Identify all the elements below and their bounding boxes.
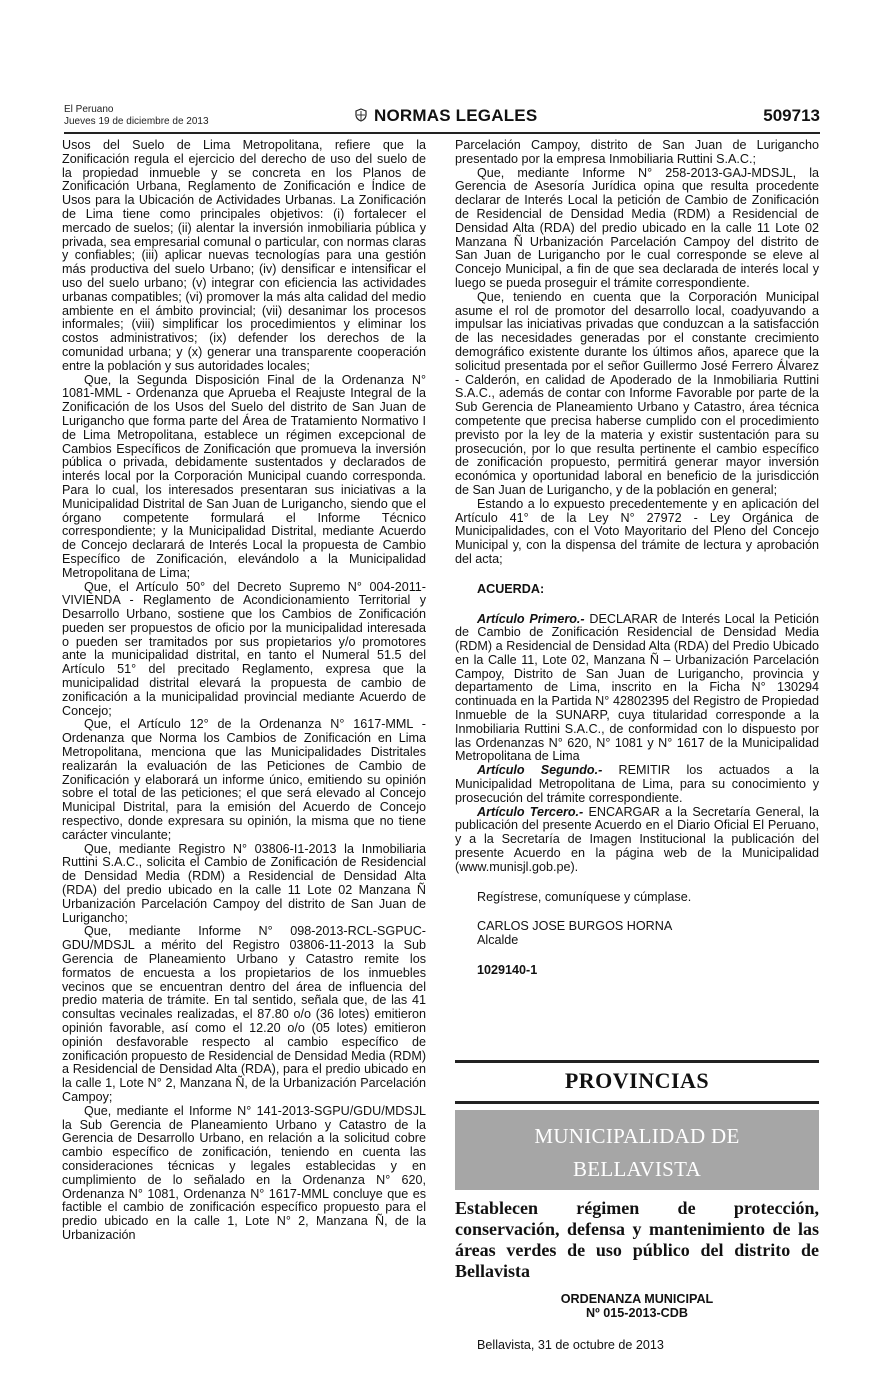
article-text: REMITIR los actuados a la Municipalidad Metropolitana de Lima, para su conocimiento y prosecución del trámite correspondiente. (455, 763, 819, 805)
article-headline: Establecen régimen de protección, conservación, defensa y mantenimiento de las áreas verdes de uso público del distrito de Bellavista (455, 1198, 819, 1281)
paragraph: Parcelación Campoy, distrito de San Juan de Lurigancho presentado por la empresa Inmobiliaria Ruttini S.A.C.; (455, 138, 819, 166)
acuerda-heading: ACUERDA: (477, 581, 545, 596)
page-number: 509713 (763, 106, 820, 125)
municipality-line-2: BELLAVISTA (572, 1157, 702, 1181)
article-first (455, 613, 819, 765)
paragraph: Que, el Artículo 12° de la Ordenanza N° 1617-MML - Ordenanza que Norma los Cambios de Zonificación en Lima Metropolitana, menciona que las Municipalidades Distritales realizarán la evaluación de las Peticiones de Cambio de Zonificación y elaborará un informe único, emitiendo su opinión sobre el total de las peticiones; el que será elevado al Concejo Municipal Distrital, para la emisión del Acuerdo de Concejo respectivo, donde expresara su opinión, la misma que no tiene carácter vinculante; (62, 717, 426, 842)
paragraph: Que, mediante Informe N° 258-2013-GAJ-MDSJL, la Gerencia de Asesoría Jurídica opina que resulta procedente declarar de Interés Local la petición de Cambio de Zonificación de Residencial de Densidad Media (RDM) a Residencial de Densidad Alta (RDA) del predio ubicado en la calle 11 Lote 02 Manzana Ñ Urbanización Parcelación Campoy del distrito de San Juan de Lurigancho por le cual corresponde se eleve al Concejo Municipal, a fin de que sea declarada de interés local y luego se pueda proseguir el trámite correspondiente. (455, 165, 819, 290)
publication-name: El Peruano (64, 104, 114, 115)
paragraph: Que, mediante el Informe N° 141-2013-SGPU/GDU/MDSJL la Sub Gerencia de Planeamiento Urbano y Catastro de la Gerencia de Desarrollo Urbano, en relación a la solicitud cobre cambio específico de zonificación, teniendo en cuenta las consideraciones técnicas y legales establecidas y en cumplimiento de lo señalado en la Ordenanza N° 620, Ordenanza N° 1081, Ordenanza N° 1617-MML concluye que es factible el cambio de zonificación específico propuesto para el predio ubicado en la calle 1, Lote N° 2, Manzana Ñ, de la Urbanización (62, 1103, 426, 1242)
signer-name: CARLOS JOSE BURGOS HORNA (477, 919, 673, 934)
section-title (354, 106, 537, 126)
paragraph: Que, mediante Registro N° 03806-I1-2013 la Inmobiliaria Ruttini S.A.C., solicita el Cambio de Zonificación de Residencial de Densidad Media (RDM) a Residencial de Densidad Alta (RDA) del predio ubicado en la calle 11 Lote 02 Manzana Ñ Urbanización Parcelación Campoy del distrito de San Juan de Lurigancho; (62, 841, 426, 925)
paragraph: Estando a lo expuesto precedentemente y en aplicación del Artículo 41° de la Ley N° 27972 - Ley Orgánica de Municipalidades, con el Voto Mayoritario del Pleno del Concejo Municipal y, con la dispensa del trámite de lectura y aprobación del acta; (455, 496, 819, 566)
paragraph: Que, mediante Informe N° 098-2013-RCL-SGPUC-GDU/MDSJL a mérito del Registro 03806-11-2013 la Sub Gerencia de Planeamiento Urbano y Catastro remite los formatos de encuesta a los propietarios de los inmuebles vecinos que se encuentran dentro del área de influencia del predio materia de trámite. En tal sentido, señala que, de las 41 consultas vecinales realizadas, el 87.80 o/o (36 lotes) emitieron opinión favorable, así como el 12.20 o/o (05 lotes) emitieron opinión desfavorable respecto al cambio específico de zonificación propuesto de Residencial de Densidad Media (RDM) a Residencial de Densidad Alta (RDA), para el predio ubicado en la calle 1, Lote N° 2, Manzana Ñ, de la Urbanización Parcelación Campoy; (62, 924, 427, 1104)
signer-title: Alcalde (477, 933, 519, 948)
ordinance-line-2: Nº 015-2013-CDB (586, 1306, 688, 1320)
ordinance-line-1: ORDENANZA MUNICIPAL (560, 1292, 714, 1306)
article-label: Artículo Primero.- (477, 611, 585, 626)
article-label: Artículo Segundo.- (477, 763, 603, 778)
ordinance-date: Bellavista, 31 de octubre de 2013 (477, 1338, 664, 1352)
municipality-banner (455, 1110, 819, 1190)
right-column (455, 139, 819, 978)
paragraph: Usos del Suelo de Lima Metropolitana, refiere que la Zonificación regula el ejercicio del derecho de uso del suelo de la propiedad inmueble y se concreta en los Planos de Zonificación Urbana, Reglamento de Zonificación e Índice de Usos para la Ubicación de Actividades Urbanas. La Zonificación de Lima tiene como principales objetivos: (i) fortalecer el mercado de suelos; (ii) alentar la inversión inmobiliaria pública y privada, sea empresarial comunal o particular, con normas claras y confiables; (iii) aplicar nuevas tecnologías para una gestión más productiva del suelo Urbano; (iv) densificar e intensificar el uso del suelo urbano; (v) integrar con eficiencia las actividades urbanas compatibles; (vi) promover la más alta calidad del medio ambiente en el ámbito provincial; (vii) desanimar los procesos informales; (viii) simplificar los procedimientos y eliminar los costos administrativos; (ix) defender los derechos de la comunidad urbana; y (x) generar una transparente cooperación entre la población y sus autoridades locales; (62, 138, 426, 373)
paragraph: Que, la Segunda Disposición Final de la Ordenanza N° 1081-MML - Ordenanza que Aprueba el Reajuste Integral de la Zonificación de los Usos del Suelo del distrito de San Juan de Lurigancho que forma parte del Área de Tratamiento Normativo I de Lima Metropolitana, establece un régimen excepcional de Cambios Específicos de Zonificación que promueva la inversión pública o privada, debidamente sustentados y declarados de interés local por la Corporación Municipal cuando corresponda. Para lo cual, los interesados presentaran sus iniciativas a la Municipalidad Distrital de San Juan de Lurigancho, siendo que el órgano competente formulará el Informe Técnico correspondiente; y la Municipalidad Distrital, mediante Acuerdo de Concejo declarará de Interés Local la propuesta de Cambio Específico de Zonificación, elevándolo a la Municipalidad Metropolitana de Lima; (62, 372, 426, 580)
article-label: Artículo Tercero.- (477, 804, 584, 819)
paragraph: Que, el Artículo 50° del Decreto Supremo N° 004-2011-VIVIENDA - Reglamento de Acondicionamiento Territorial y Desarrollo Urbano, sostiene que los Cambios de Zonificación pueden ser propuestos de oficio por la municipalidad interesada o pueden ser tramitados por sus propietarios y/o promotores ante la municipalidad distrital, en tanto el Numeral 51.5 del Artículo 51° del precitado Reglamento, expresa que la municipalidad distrital elevará la propuesta de cambio de zonificación a la municipalidad provincial mediante Acuerdo de Concejo; (62, 579, 426, 718)
page-header (64, 104, 820, 132)
municipality-line-1: MUNICIPALIDAD DE (534, 1124, 740, 1148)
ordinance-title (455, 1292, 819, 1320)
article-text: DECLARAR de Interés Local la Petición de Cambio de Zonificación Residencial de Densidad Media (RDM) a Residencial de Densidad Alta (RDA) del Predio Ubicado en la Calle 11, Lote 02, Manzana Ñ – Urbanización Parcelación Campoy, Distrito de San Juan de Lurigancho, provincia y departamento de Lima, inscrito en la Ficha N° 130294 continuada en la Partida N° 42802395 del Registro de Propiedad Inmueble de la SUNARP, cuya titularidad corresponde a la Inmobiliaria Ruttini S.A.C., de conformidad con lo dispuesto por las Ordenanzas N° 620, N° 1081 y N° 1617 de la Municipalidad Metropolitana de Lima (455, 611, 819, 764)
header-rule (64, 132, 820, 134)
section-divider-top (455, 1060, 819, 1063)
article-text: ENCARGAR a la Secretaría General, la publicación del presente Acuerdo en el Diario Oficial El Peruano, y a la Secretaría de Imagen Institucional la publicación del presente Acuerdo en la página web de la Municipalidad (www.munisjl.gob.pe). (455, 804, 819, 874)
section-title-text: NORMAS LEGALES (374, 106, 538, 125)
coat-of-arms-icon (354, 108, 368, 122)
header-left (64, 104, 209, 128)
closing-formula: Regístrese, comuníquese y cúmplase. (477, 889, 692, 904)
left-column (62, 139, 426, 1243)
document-code: 1029140-1 (477, 963, 538, 978)
provincias-heading: PROVINCIAS (564, 1068, 710, 1093)
article-third (455, 806, 819, 875)
section-divider-bottom (455, 1101, 819, 1104)
article-second (455, 764, 819, 805)
paragraph: Que, teniendo en cuenta que la Corporación Municipal asume el rol de promotor del desarrollo local, coadyuvando a impulsar las iniciativas privadas que conduzcan a la satisfacción de las necesidades generadas por el constante crecimiento demográfico existente durante los últimos años, aparece que la solicitud presentada por el señor Guillermo José Ferrero Álvarez - Calderón, en calidad de Apoderado de la Inmobiliaria Ruttini S.A.C., además de contar con Informe Favorable por parte de la Sub Gerencia de Planeamiento Urbano y Catastro, área técnica competente que precisa haberse cumplido con el procedimiento previsto por la ley de la materia y existir sustentación para su prosecución, por lo que resulta pertinente el cambio específico de zonificación propuesto, permitirá generar mayor inversión económica y oportunidad laboral en beneficio de la jurisdicción de San Juan de Lurigancho, y de la población en general; (455, 289, 819, 497)
publication-date: Jueves 19 de diciembre de 2013 (64, 116, 209, 127)
